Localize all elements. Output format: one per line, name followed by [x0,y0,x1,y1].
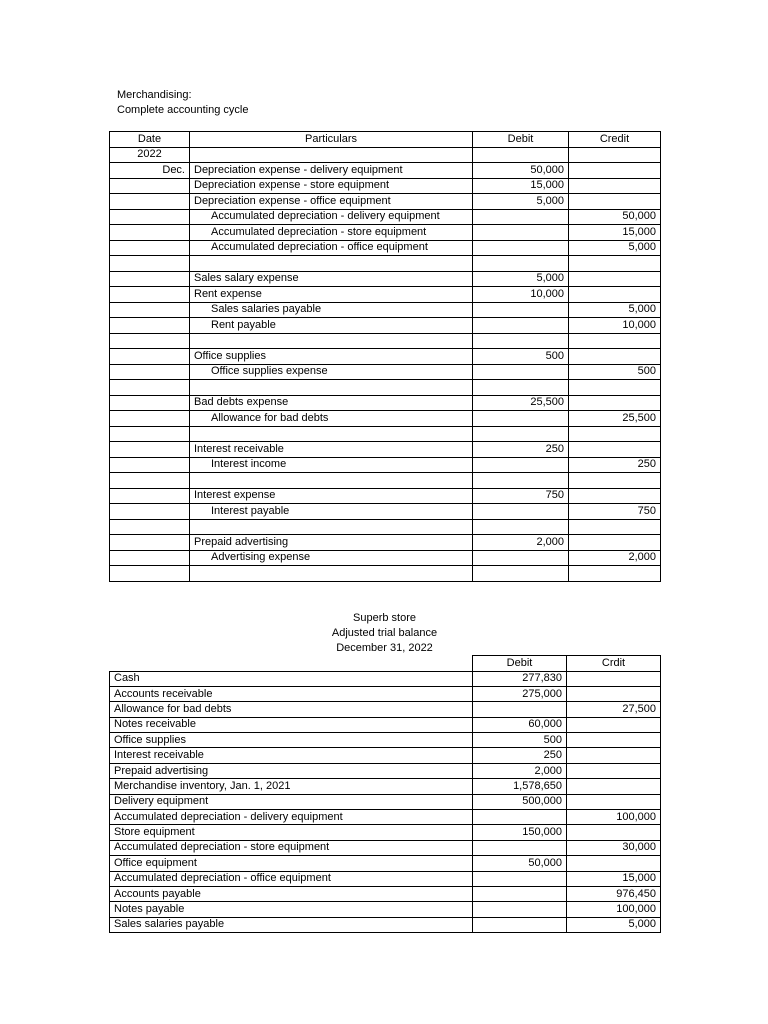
journal-debit-cell: 10,000 [473,287,569,303]
journal-account-cell [190,426,473,442]
trial-account-cell: Notes receivable [110,717,473,732]
trial-account-cell: Office equipment [110,856,473,871]
journal-row [110,349,661,365]
journal-row [110,271,661,287]
trial-credit-cell [567,717,661,732]
journal-debit-cell: 2,000 [473,535,569,551]
journal-account-cell: Interest receivable [190,442,473,458]
trial-account-cell: Accumulated depreciation - office equipment [110,871,473,886]
journal-date-cell [110,271,190,287]
journal-account-cell: Interest expense [190,488,473,504]
trial-account-cell: Accumulated depreciation - delivery equipment [110,810,473,825]
trial-credit-cell: 100,000 [567,810,661,825]
trial-account-cell: Office supplies [110,733,473,748]
journal-entries-table [109,131,661,582]
trial-credit-cell: 15,000 [567,871,661,886]
journal-credit-cell [569,194,661,210]
journal-credit-cell: 250 [569,457,661,473]
journal-date-cell [110,395,190,411]
trial-debit-cell [473,840,567,855]
journal-debit-cell: 15,000 [473,178,569,194]
trial-credit-cell [567,856,661,871]
journal-account-cell [190,333,473,349]
journal-debit-cell: 250 [473,442,569,458]
journal-credit-cell [569,535,661,551]
journal-row [110,488,661,504]
trial-row [110,763,661,778]
journal-account-cell: Office supplies [190,349,473,365]
journal-credit-cell: 500 [569,364,661,380]
journal-account-cell [190,380,473,396]
trial-debit-cell: 150,000 [473,825,567,840]
journal-year-row [110,147,661,163]
trial-account-cell: Allowance for bad debts [110,702,473,717]
trial-account-cell: Cash [110,671,473,686]
journal-account-cell: Office supplies expense [190,364,473,380]
journal-debit-cell [473,457,569,473]
trial-row [110,902,661,917]
trial-account-cell: Delivery equipment [110,794,473,809]
trial-account-cell: Accounts receivable [110,686,473,701]
trial-header-account [110,656,473,672]
trial-balance-table [109,655,661,933]
trial-debit-cell: 2,000 [473,763,567,778]
trial-credit-cell: 976,450 [567,886,661,901]
heading-line-1: Merchandising: [117,89,192,101]
heading-line-2: Complete accounting cycle [117,104,249,116]
trial-row [110,779,661,794]
journal-date-cell [110,473,190,489]
trial-row [110,856,661,871]
journal-account-cell: Accumulated depreciation - delivery equipment [190,209,473,225]
trial-debit-cell [473,871,567,886]
journal-debit-cell: 5,000 [473,194,569,210]
journal-date-cell [110,318,190,334]
journal-debit-cell [473,550,569,566]
journal-debit-cell [473,318,569,334]
journal-year: 2022 [110,147,190,163]
journal-date-cell [110,349,190,365]
journal-row [110,364,661,380]
journal-account-cell [190,566,473,582]
journal-row [110,566,661,582]
trial-account-cell: Merchandise inventory, Jan. 1, 2021 [110,779,473,794]
journal-row [110,256,661,272]
journal-account-cell: Accumulated depreciation - store equipment [190,225,473,241]
journal-debit-cell [473,566,569,582]
journal-debit-cell [473,302,569,318]
trial-account-cell: Accounts payable [110,886,473,901]
journal-row [110,302,661,318]
trial-credit-cell [567,794,661,809]
trial-debit-cell: 60,000 [473,717,567,732]
journal-credit-cell: 5,000 [569,240,661,256]
trial-credit-cell [567,825,661,840]
journal-date-cell [110,535,190,551]
trial-debit-cell: 1,578,650 [473,779,567,794]
trial-credit-cell [567,686,661,701]
journal-date-cell [110,302,190,318]
journal-row [110,287,661,303]
trial-row [110,825,661,840]
journal-account-cell: Sales salary expense [190,271,473,287]
trial-debit-cell [473,702,567,717]
trial-row [110,733,661,748]
journal-credit-cell [569,566,661,582]
trial-debit-cell: 275,000 [473,686,567,701]
journal-date-cell [110,333,190,349]
trial-debit-cell: 50,000 [473,856,567,871]
journal-debit-cell [473,411,569,427]
journal-date-cell [110,426,190,442]
journal-credit-cell [569,163,661,179]
journal-date-cell [110,411,190,427]
journal-credit-cell: 50,000 [569,209,661,225]
journal-credit-cell [569,349,661,365]
trial-balance-company: Superb store [353,612,416,624]
journal-account-cell: Depreciation expense - store equipment [190,178,473,194]
journal-credit-cell [569,395,661,411]
journal-debit-cell: 750 [473,488,569,504]
journal-account-cell: Advertising expense [190,550,473,566]
trial-row [110,871,661,886]
trial-row [110,686,661,701]
journal-date-cell [110,256,190,272]
trial-debit-cell: 277,830 [473,671,567,686]
journal-credit-cell [569,333,661,349]
journal-credit-cell [569,380,661,396]
journal-credit-cell [569,488,661,504]
trial-balance-date: December 31, 2022 [336,642,433,654]
trial-row [110,840,661,855]
journal-row [110,318,661,334]
journal-credit-cell [569,473,661,489]
trial-credit-cell [567,779,661,794]
journal-account-cell: Accumulated depreciation - office equipment [190,240,473,256]
trial-row [110,702,661,717]
trial-credit-cell: 30,000 [567,840,661,855]
journal-debit-cell: 25,500 [473,395,569,411]
journal-debit-cell [473,380,569,396]
journal-date-cell [110,194,190,210]
journal-date-cell [110,364,190,380]
journal-row [110,535,661,551]
journal-date-cell [110,240,190,256]
journal-row [110,178,661,194]
journal-credit-cell: 5,000 [569,302,661,318]
trial-account-cell: Sales salaries payable [110,917,473,932]
journal-account-cell: Allowance for bad debts [190,411,473,427]
journal-credit-cell: 25,500 [569,411,661,427]
journal-row [110,550,661,566]
journal-date-cell [110,287,190,303]
journal-account-cell: Sales salaries payable [190,302,473,318]
journal-date-cell [110,566,190,582]
journal-body [110,147,661,581]
journal-debit-cell: 5,000 [473,271,569,287]
journal-credit-cell: 15,000 [569,225,661,241]
journal-credit-cell [569,271,661,287]
journal-account-cell [190,256,473,272]
trial-row [110,886,661,901]
journal-account-cell: Interest income [190,457,473,473]
journal-header-debit: Debit [473,132,569,148]
journal-account-cell: Bad debts expense [190,395,473,411]
trial-credit-cell: 100,000 [567,902,661,917]
document-heading [117,88,248,118]
journal-account-cell: Rent expense [190,287,473,303]
journal-row [110,209,661,225]
trial-account-cell: Notes payable [110,902,473,917]
journal-row [110,163,661,179]
journal-row [110,519,661,535]
trial-account-cell: Store equipment [110,825,473,840]
journal-row [110,411,661,427]
journal-row [110,333,661,349]
journal-credit-cell [569,426,661,442]
journal-header-date: Date [110,132,190,148]
trial-balance-title [109,611,660,656]
journal-credit-cell: 10,000 [569,318,661,334]
trial-account-cell: Interest receivable [110,748,473,763]
trial-balance-name: Adjusted trial balance [331,627,438,639]
journal-debit-cell [473,364,569,380]
journal-debit-cell [473,240,569,256]
journal-date-cell [110,488,190,504]
journal-row [110,395,661,411]
journal-header-particulars: Particulars [190,132,473,148]
journal-debit-cell [473,256,569,272]
trial-debit-cell [473,810,567,825]
journal-account-cell: Depreciation expense - office equipment [190,194,473,210]
journal-date-cell [110,442,190,458]
trial-body [110,671,661,933]
trial-debit-cell [473,917,567,932]
journal-debit-cell [473,333,569,349]
journal-debit-cell [473,225,569,241]
journal-debit-cell [473,519,569,535]
trial-credit-cell [567,671,661,686]
journal-debit-cell: 500 [473,349,569,365]
trial-row [110,717,661,732]
trial-header-row [110,656,661,672]
trial-credit-cell: 5,000 [567,917,661,932]
journal-credit-cell [569,442,661,458]
journal-debit-cell [473,473,569,489]
journal-credit-cell [569,256,661,272]
journal-debit-cell [473,209,569,225]
journal-account-cell: Prepaid advertising [190,535,473,551]
journal-account-cell: Rent payable [190,318,473,334]
journal-account-cell: Interest payable [190,504,473,520]
journal-date-cell: Dec. [110,163,190,179]
journal-header-row [110,132,661,148]
journal-credit-cell [569,178,661,194]
trial-debit-cell [473,902,567,917]
journal-date-cell [110,504,190,520]
journal-header-credit: Credit [569,132,661,148]
trial-debit-cell: 500,000 [473,794,567,809]
trial-row [110,794,661,809]
journal-debit-cell [473,504,569,520]
journal-row [110,457,661,473]
trial-row [110,917,661,932]
journal-row [110,225,661,241]
journal-row [110,380,661,396]
trial-debit-cell: 500 [473,733,567,748]
journal-date-cell [110,550,190,566]
journal-account-cell [190,473,473,489]
journal-account-cell: Depreciation expense - delivery equipment [190,163,473,179]
trial-credit-cell [567,733,661,748]
journal-credit-cell: 2,000 [569,550,661,566]
trial-credit-cell [567,748,661,763]
trial-row [110,671,661,686]
journal-row [110,240,661,256]
trial-row [110,810,661,825]
trial-header-credit: Crdit [567,656,661,672]
journal-account-cell [190,519,473,535]
journal-credit-cell [569,519,661,535]
journal-row [110,504,661,520]
journal-date-cell [110,178,190,194]
journal-debit-cell: 50,000 [473,163,569,179]
journal-date-cell [110,225,190,241]
journal-debit-cell [473,426,569,442]
trial-row [110,748,661,763]
journal-row [110,473,661,489]
trial-account-cell: Prepaid advertising [110,763,473,778]
trial-debit-cell [473,886,567,901]
journal-row [110,442,661,458]
journal-date-cell [110,519,190,535]
trial-header-debit: Debit [473,656,567,672]
trial-debit-cell: 250 [473,748,567,763]
journal-date-cell [110,457,190,473]
journal-row [110,426,661,442]
journal-date-cell [110,209,190,225]
trial-account-cell: Accumulated depreciation - store equipment [110,840,473,855]
journal-date-cell [110,380,190,396]
journal-credit-cell: 750 [569,504,661,520]
journal-credit-cell [569,287,661,303]
trial-credit-cell: 27,500 [567,702,661,717]
trial-credit-cell [567,763,661,778]
journal-row [110,194,661,210]
